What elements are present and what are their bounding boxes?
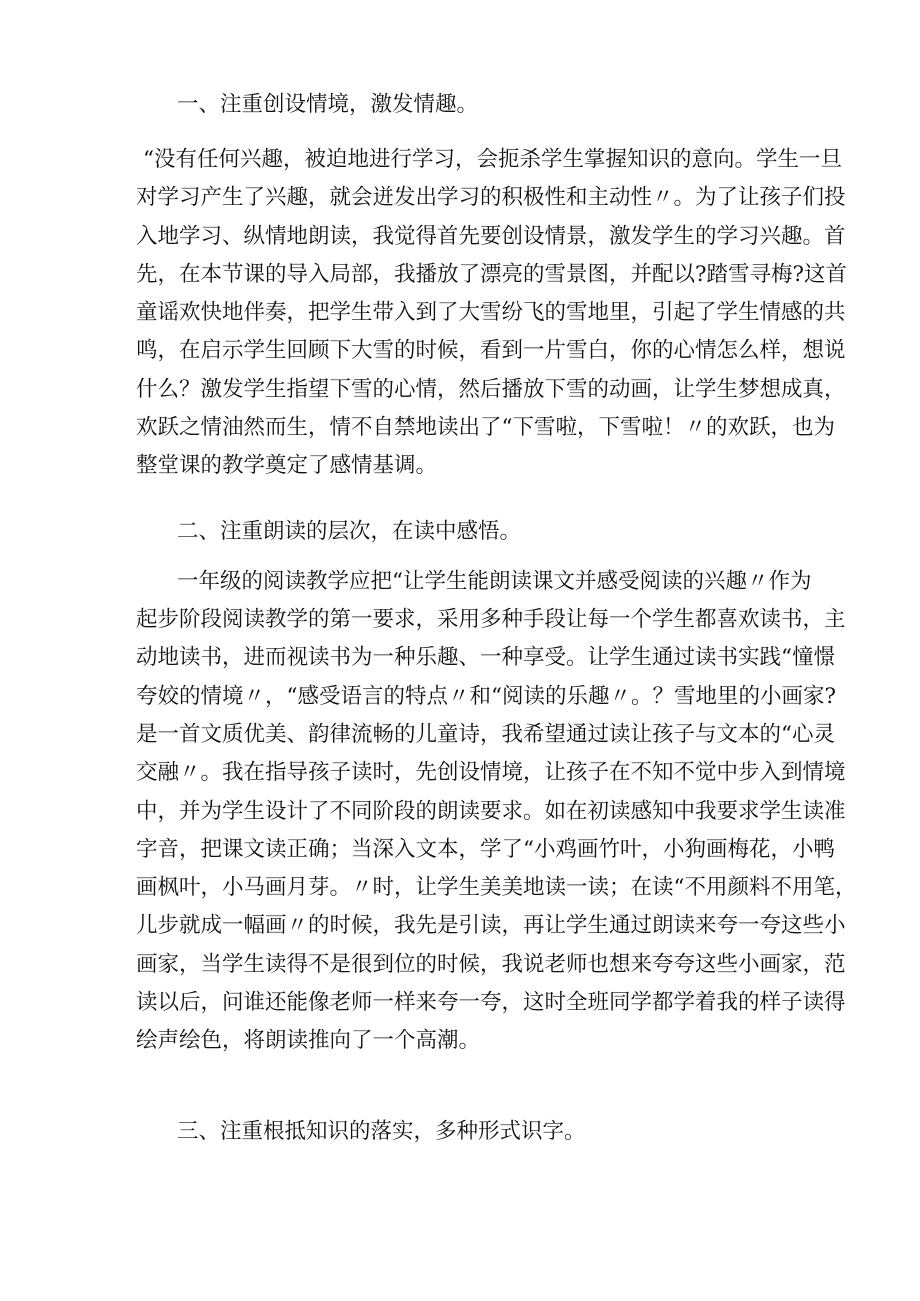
paragraph-line: “没有任何兴趣，被迫地进行学习，会扼杀学生掌握知识的意向。学生一旦 <box>143 147 842 172</box>
section-heading-2: 二、注重朗读的层次，在读中感悟。 <box>177 519 522 544</box>
paragraph-line: 画家，当学生读得不是很到位的时候，我说老师也想来夸夸这些小画家，范 <box>136 952 846 977</box>
paragraph-line: 字音，把课文读正确；当深入文本，学了“小鸡画竹叶，小狗画梅花，小鸭 <box>136 837 835 862</box>
paragraph-line: 中，并为学生设计了不同阶段的朗读要求。如在初读感知中我要求学生读准 <box>136 799 846 824</box>
paragraph-line: 动地读书，进而视读书为一种乐趣、一种享受。让学生通过读书实践“憧憬 <box>136 645 835 670</box>
paragraph-line: 整堂课的教学奠定了感情基调。 <box>136 453 438 478</box>
section-heading-1: 一、注重创设情境，激发情趣。 <box>177 92 479 117</box>
paragraph-line: 画枫叶，小马画月芽。〃时，让学生美美地读一读；在读“不用颜料不用笔， <box>136 875 857 900</box>
paragraph-line: 先，在本节课的导入局部，我播放了漂亮的雪景图，并配以?踏雪寻梅?这首 <box>136 262 848 287</box>
paragraph-line: 是一首文质优美、韵律流畅的儿童诗，我希望通过读让孩子与文本的“心灵 <box>136 722 835 747</box>
paragraph-line: 读以后，问谁还能像老师一样来夸一夸，这时全班同学都学着我的样子读得 <box>136 990 846 1015</box>
paragraph-line: 起步阶段阅读教学的第一要求，采用多种手段让每一个学生都喜欢读书，主 <box>136 607 846 632</box>
paragraph-line: 入地学习、纵情地朗读，我觉得首先要创设情景，激发学生的学习兴趣。首 <box>136 224 846 249</box>
paragraph-line: 绘声绘色，将朗读推向了一个高潮。 <box>136 1028 481 1053</box>
section-heading-3: 三、注重根抵知识的落实，多种形式识字。 <box>177 1119 586 1144</box>
paragraph-line: 交融〃。我在指导孩子读时，先创设情境，让孩子在不知不觉中步入到情境 <box>136 760 846 785</box>
paragraph-line: 欢跃之情油然而生，情不自禁地读出了“下雪啦，下雪啦！〃的欢跃，也为 <box>136 415 835 440</box>
paragraph-line: 儿步就成一幅画〃的时候，我先是引读，再让学生通过朗读来夸一夸这些小 <box>136 913 846 938</box>
paragraph-line: 什么？激发学生指望下雪的心情，然后播放下雪的动画，让学生梦想成真， <box>136 377 846 402</box>
paragraph-line: 一年级的阅读教学应把“让学生能朗读课文并感受阅读的兴趣〃作为 <box>177 569 812 594</box>
paragraph-line: 对学习产生了兴趣，就会迸发出学习的积极性和主动性〃。为了让孩子们投 <box>136 185 846 210</box>
paragraph-line: 童谣欢快地伴奏，把学生带入到了大雪纷飞的雪地里，引起了学生情感的共 <box>136 300 846 325</box>
paragraph-line: 鸣，在启示学生回顾下大雪的时候，看到一片雪白，你的心情怎么样，想说 <box>136 338 846 363</box>
paragraph-line: 夸姣的情境〃，“感受语言的特点〃和“阅读的乐趣〃。？雪地里的小画家? <box>136 684 837 709</box>
